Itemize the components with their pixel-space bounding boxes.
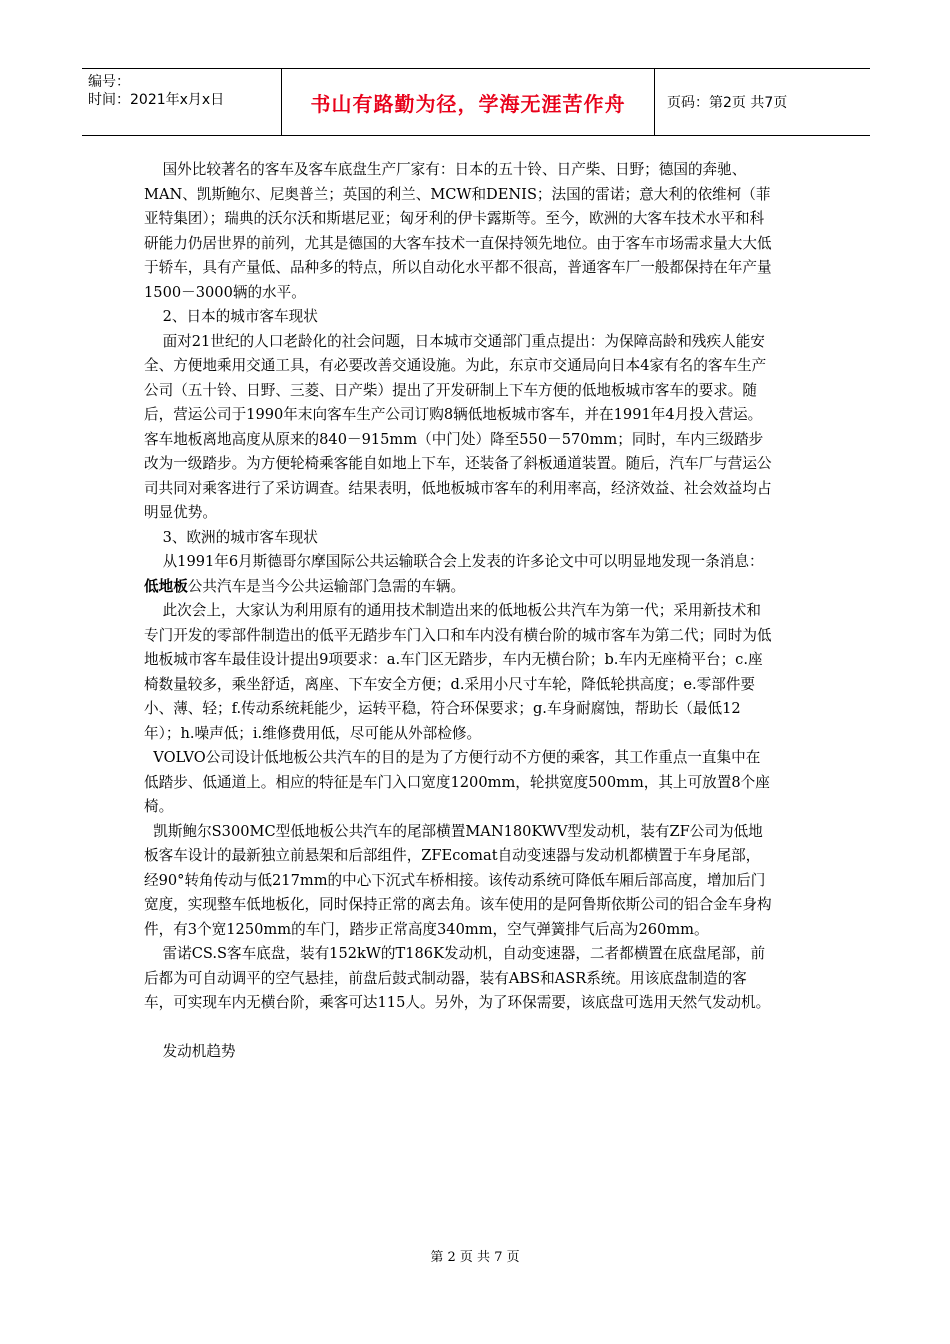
paragraph: 面对21世纪的人口老龄化的社会问题，日本城市交通部门重点提出：为保障高龄和残疾人能安全、方便地乘用交通工具，有必要改善交通设施。为此，东京市交通局向日本4家有名的客车生产公司（五十铃、日野、三菱、日产柴）提出了开发研制上下车方便的低地板城市客车的要求。随后，营运公司于1990年末向客车生产公司订购8辆低地板城市客车，并在1991年4月投入营运。客车地板离地高度从原来的840－915mm（中门处）降至550－570mm；同时，车内三级踏步改为一级踏步。为方便轮椅乘客能自如地上下车，还装备了斜板通道装置。随后，汽车厂与营运公司共同对乘客进行了采访调查。结果表明，低地板城市客车的利用率高，经济效益、社会效益均占明显优势。	[144, 332, 772, 521]
paragraph-text: 从1991年6月斯德哥尔摩国际公共运输联合会上发表的许多论文中可以明显地发现一条消息：	[144, 553, 764, 570]
section-heading: 2、日本的城市客车现状	[144, 308, 318, 325]
paragraph: 凯斯鲍尔S300MC型低地板公共汽车的尾部横置MAN180KWV型发动机，装有ZF公司为低地板客车设计的最新独立前悬架和后部组件，ZFEcomat自动变速器与发动机都横置于车身尾部，经90°转角传动与低217mm的中心下沉式车桥相接。该传动系统可降低车厢后部高度，增加后门宽度，实现整车低地板化，同时保持正常的离去角。该车使用的是阿鲁斯依斯公司的铝合金车身构件，有3个宽1250mm的车门，踏步正常高度340mm，空气弹簧排气后高为260mm。	[144, 822, 772, 938]
page-info: 页码：第2页 共7页	[667, 95, 788, 111]
page-footer: 第 2 页 共 7 页	[430, 1250, 520, 1265]
number-label: 编号：	[88, 74, 130, 90]
paragraph: 雷诺CS.S客车底盘，装有152kW的T186K发动机，自动变速器，二者都横置在底盘尾部，前后都为可自动调平的空气悬挂，前盘后鼓式制动器，装有ABS和ASR系统。用该底盘制造的客车，可实现车内无横台阶，乘客可达115人。另外，为了环保需要，该底盘可选用天然气发动机。	[144, 945, 771, 1011]
document-body	[144, 158, 772, 1064]
paragraph: 国外比较著名的客车及客车底盘生产厂家有：日本的五十铃、日产柴、日野；德国的奔驰、MAN、凯斯鲍尔、尼奥普兰；英国的利兰、MCW和DENIS；法国的雷诺；意大利的依维柯（菲亚特集团）；瑞典的沃尔沃和斯堪尼亚；匈牙利的伊卡露斯等。至今，欧洲的大客车技术水平和科研能力仍居世界的前列，尤其是德国的大客车技术一直保持领先地位。由于客车市场需求量大大低于轿车，具有产量低、品种多的特点，所以自动化水平都不很高，普通客车厂一般都保持在年产量1500－3000辆的水平。	[144, 161, 772, 301]
section-heading: 3、欧洲的城市客车现状	[144, 528, 318, 546]
section-heading: 发动机趋势	[144, 1042, 236, 1060]
paragraph-text-rest: 公共汽车是当今公共运输部门急需的车辆。	[187, 577, 466, 595]
paragraph	[144, 550, 772, 599]
time-label: 时间：2021年x月x日	[88, 92, 225, 108]
paragraph: VOLVO公司设计低地板公共汽车的目的是为了方便行动不方便的乘客，其工作重点一直集中在低踏步、低通道上。相应的特征是车门入口宽度1200mm，轮拱宽度500mm，其上可放置8个座椅。	[144, 749, 770, 815]
page-header	[82, 68, 870, 136]
highlight-term: 低地板	[144, 577, 188, 595]
paragraph: 此次会上，大家认为利用原有的通用技术制造出来的低地板公共汽车为第一代；采用新技术和专门开发的零部件制造出的低平无踏步车门入口和车内没有横台阶的城市客车为第二代；同时为低地板城市客车最佳设计提出9项要求：a.车门区无踏步，车内无横台阶；b.车内无座椅平台；c.座椅数量较多，乘坐舒适，离座、下车安全方便；d.采用小尺寸车轮，降低轮拱高度；e.零部件要小、薄、轻；f.传动系统耗能少，运转平稳，符合环保要求；g.车身耐腐蚀，帮助长（最低12年）；h.噪声低；i.维修费用低，尽可能从外部检修。	[144, 602, 772, 742]
motto: 书山有路勤为径，学海无涯苦作舟	[282, 69, 655, 135]
header-meta	[82, 69, 282, 135]
